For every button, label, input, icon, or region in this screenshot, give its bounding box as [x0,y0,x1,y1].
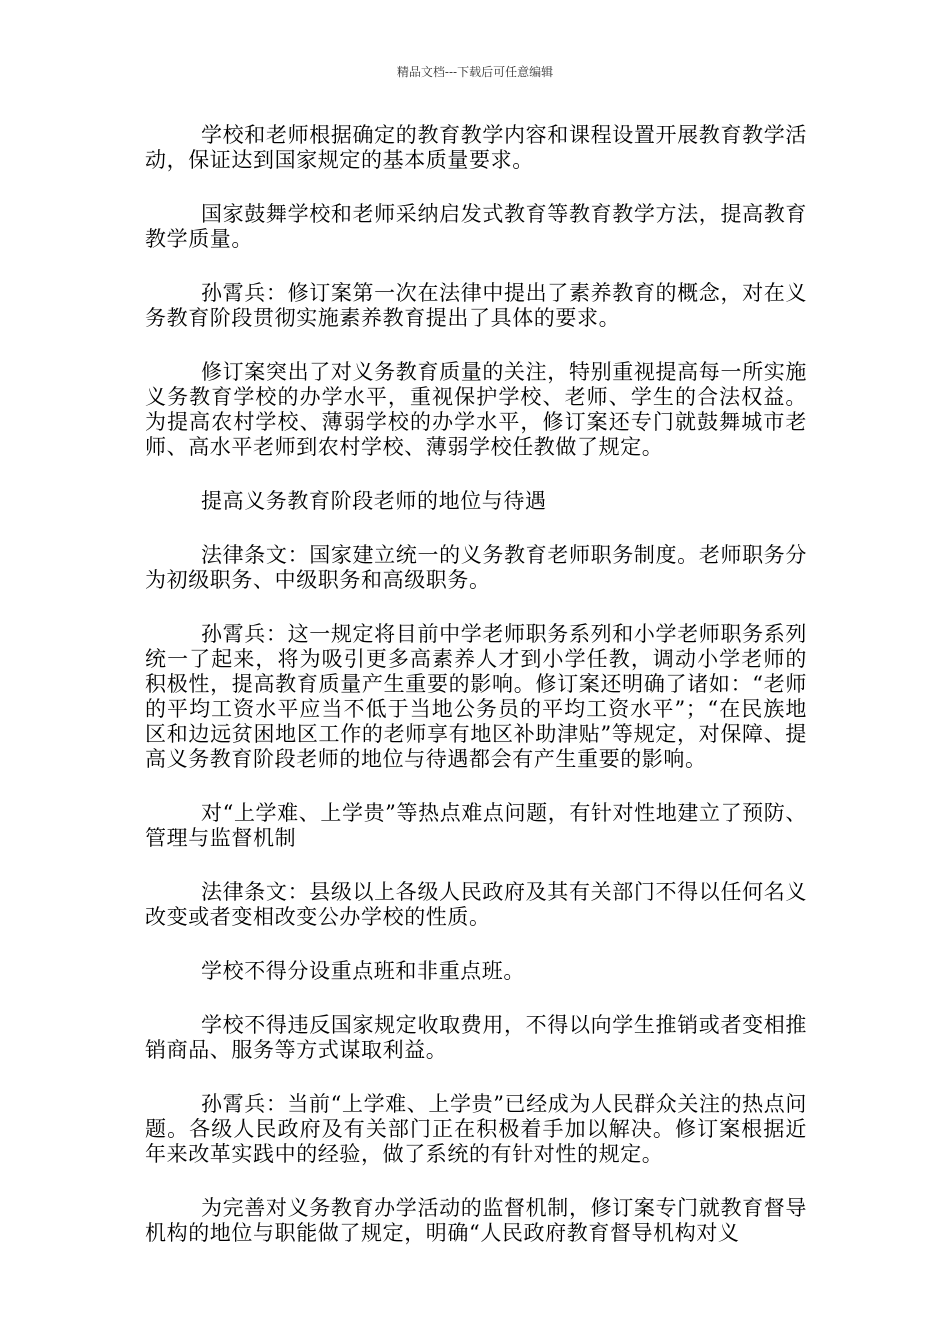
paragraph-11: 学校不得违反国家规定收取费用，不得以向学生推销或者变相推销商品、服务等方式谋取利益。 [145,1013,807,1062]
paragraph-6: 法律条文：国家建立统一的义务教育老师职务制度。老师职务分为初级职务、中级职务和高级职务。 [145,543,807,592]
paragraph-4: 修订案突出了对义务教育质量的关注，特别重视提高每一所实施义务教育学校的办学水平，重视保护学校、老师、学生的合法权益。为提高农村学校、薄弱学校的办学水平，修订案还专门就鼓舞城市老师、高水平老师到农村学校、薄弱学校任教做了规定。 [145,360,807,459]
section-heading-hot-issues: 对“上学难、上学贵”等热点难点问题，有针对性地建立了预防、管理与监督机制 [145,801,807,850]
paragraph-1: 学校和老师根据确定的教育教学内容和课程设置开展教育教学活动，保证达到国家规定的基本质量要求。 [145,123,807,172]
paragraph-12: 孙霄兵：当前“上学难、上学贵”已经成为人民群众关注的热点问题。各级人民政府及有关部门正在积极着手加以解决。修订案根据近年来改革实践中的经验，做了系统的有针对性的规定。 [145,1092,807,1166]
document-body [145,123,807,1275]
paragraph-9: 法律条文：县级以上各级人民政府及其有关部门不得以任何名义改变或者变相改变公办学校的性质。 [145,880,807,929]
paragraph-3: 孙霄兵：修订案第一次在法律中提出了素养教育的概念，对在义务教育阶段贯彻实施素养教育提出了具体的要求。 [145,281,807,330]
paragraph-13: 为完善对义务教育办学活动的监督机制，修订案专门就教育督导机构的地位与职能做了规定，明确“人民政府教育督导机构对义 [145,1196,807,1245]
page-header: 精品文档---下载后可任意编辑 [396,65,554,79]
paragraph-10: 学校不得分设重点班和非重点班。 [201,959,525,983]
paragraph-7: 孙霄兵：这一规定将目前中学老师职务系列和小学老师职务系列统一了起来，将为吸引更多高素养人才到小学任教，调动小学老师的积极性，提高教育质量产生重要的影响。修订案还明确了诸如：“老师的平均工资水平应当不低于当地公务员的平均工资水平”；“在民族地区和边远贫困地区工作的老师享有地区补助津贴”等规定，对保障、提高义务教育阶段老师的地位与待遇都会有产生重要的影响。 [145,622,807,771]
section-heading-teacher-status: 提高义务教育阶段老师的地位与待遇 [201,489,547,513]
paragraph-2: 国家鼓舞学校和老师采纳启发式教育等教育教学方法，提高教育教学质量。 [145,202,807,251]
